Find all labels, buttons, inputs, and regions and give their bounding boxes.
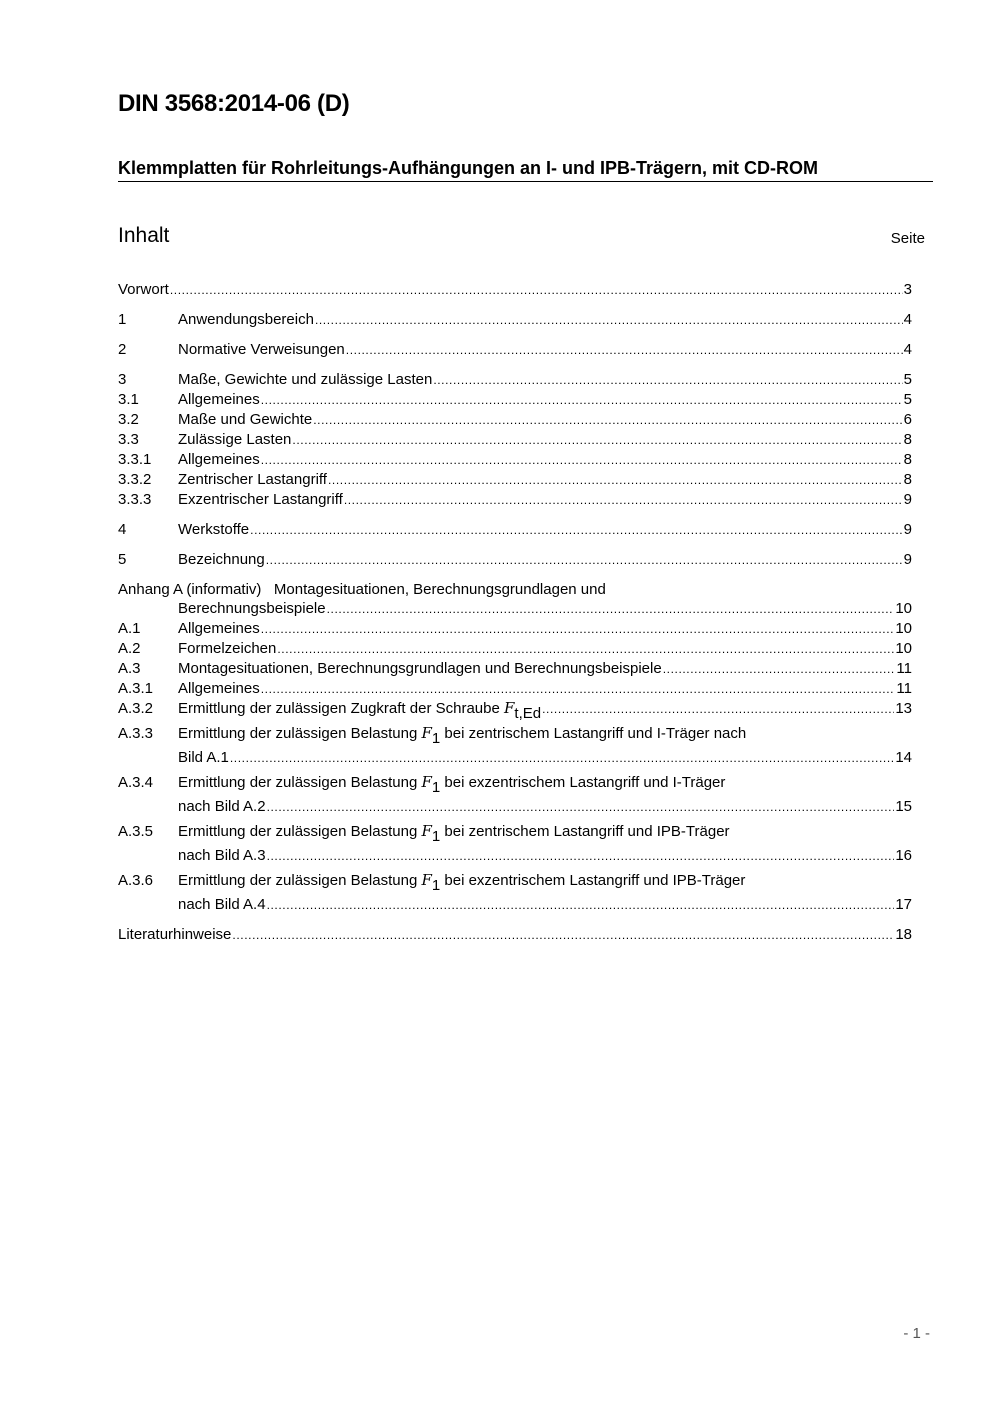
toc-heading: Inhalt [118, 224, 170, 247]
toc-entry-text: Allgemeines [178, 680, 260, 697]
toc-entry-number: 3.1 [118, 391, 139, 408]
page-number: - 1 - [903, 1325, 930, 1342]
toc-entry-text: Literaturhinweise [118, 926, 232, 943]
toc-entry-page: 16 [895, 847, 912, 864]
toc-entry-3[interactable] [118, 370, 912, 390]
toc-entry-number: A.3.4 [118, 774, 154, 791]
document-title: DIN 3568:2014-06 (D) [118, 90, 350, 117]
toc-entry-text: Ermittlung der zulässigen Belastung [178, 823, 418, 840]
toc-entry-number: A.3.3 [118, 725, 154, 742]
toc-entry-number: A.3.1 [118, 680, 154, 697]
toc-entry-number: 3.3 [118, 431, 139, 448]
toc-page-label: Seite [890, 230, 925, 247]
toc-entry-text: Allgemeines [178, 620, 260, 637]
toc-entry-page: 4 [903, 311, 912, 328]
toc-entry-text-after: bei zentrischem Lastangriff und IPB-Träger [444, 823, 730, 840]
toc-entry-text-continued: nach Bild A.4 [178, 896, 266, 913]
toc-entry-page: 3 [903, 281, 912, 298]
formula-symbol: F [421, 822, 432, 840]
formula-subscript: 1 [431, 730, 441, 747]
toc-entry-number: 5 [118, 551, 127, 568]
toc-entry-text: Bezeichnung [178, 551, 265, 568]
toc-entry-number: A.3.2 [118, 700, 154, 717]
toc-entry-page: 9 [903, 521, 912, 538]
toc-entry-text: Zentrischer Lastangriff [178, 471, 327, 488]
toc-entry-text-after: bei zentrischem Lastangriff und I-Träger nach [444, 725, 747, 742]
toc-entry-number: 2 [118, 341, 127, 358]
toc-entry-page: 13 [895, 700, 912, 717]
toc-entry-a-3-5[interactable] [118, 822, 912, 866]
toc-entry-number: 1 [118, 311, 127, 328]
toc-entry-a-3-1[interactable] [118, 679, 912, 699]
toc-entry-page: 9 [903, 491, 912, 508]
toc-entry-page: 5 [903, 371, 912, 388]
toc-entry-page: 11 [896, 680, 912, 697]
toc-entry-text: Vorwort [118, 281, 169, 298]
toc-entry-text-after: bei exzentrischem Lastangriff und IPB-Träger [444, 872, 746, 889]
toc-entry-text-after: bei exzentrischem Lastangriff und I-Träger [444, 774, 726, 791]
toc-entry-a-3-6[interactable] [118, 871, 912, 915]
toc-entry-number: 3.3.1 [118, 451, 152, 468]
toc-entry-3-3-1[interactable] [118, 450, 912, 470]
toc-entry-a-3-3[interactable] [118, 724, 912, 768]
toc-entry-page: 9 [903, 551, 912, 568]
toc-entry-vorwort[interactable] [118, 280, 912, 300]
toc-entry-text-continued: Bild A.1 [178, 749, 229, 766]
toc-entry-text: Ermittlung der zulässigen Belastung [178, 872, 418, 889]
toc-entry-page: 10 [895, 600, 912, 617]
toc-entry-text: Maße und Gewichte [178, 411, 313, 428]
toc-entry-text: Maße, Gewichte und zulässige Lasten [178, 371, 433, 388]
toc-entry-text: Ermittlung der zulässigen Belastung [178, 725, 418, 742]
toc-entry-3-2[interactable] [118, 410, 912, 430]
toc-entry-page: 14 [895, 749, 912, 766]
toc-entry-a-1[interactable] [118, 619, 912, 639]
formula-symbol: F [421, 724, 432, 742]
toc-entry-5[interactable] [118, 550, 912, 570]
toc-entry-page: 8 [903, 471, 912, 488]
toc-entry-page: 10 [895, 640, 912, 657]
toc-entry-text: Formelzeichen [178, 640, 277, 657]
toc-entry-a-3-2[interactable] [118, 699, 912, 722]
toc-entry-a-2[interactable] [118, 639, 912, 659]
toc-entry-page: 4 [903, 341, 912, 358]
toc-entry-number: A.3.6 [118, 872, 154, 889]
toc-entry-text: Allgemeines [178, 451, 260, 468]
toc-entry-text-continued: nach Bild A.3 [178, 847, 266, 864]
formula-symbol: F [421, 871, 432, 889]
toc-entry-text: Ermittlung der zulässigen Belastung [178, 774, 418, 791]
toc-entry-1[interactable] [118, 310, 912, 330]
toc-entry-text: Zulässige Lasten [178, 431, 292, 448]
toc-entry-text: Allgemeines [178, 391, 260, 408]
toc-entry-a-3-4[interactable] [118, 773, 912, 817]
toc-entry-number: 3.2 [118, 411, 139, 428]
toc-entry-anhang-a[interactable] [118, 580, 912, 619]
toc-entry-text: Normative Verweisungen [178, 341, 345, 358]
toc-entry-4[interactable] [118, 520, 912, 540]
toc-entry-number: A.3.5 [118, 823, 154, 840]
toc-entry-a-3[interactable] [118, 659, 912, 679]
toc-entry-page: 11 [896, 660, 912, 677]
toc-entry-text: Anhang A (informativ) Montagesituationen, Berechnungsgrundlagen und [118, 581, 606, 598]
toc-entry-text: Anwendungsbereich [178, 311, 314, 328]
toc-entry-page: 8 [903, 431, 912, 448]
toc-entry-page: 15 [895, 798, 912, 815]
toc-entry-number: A.1 [118, 620, 141, 637]
toc-entry-3-3-3[interactable] [118, 490, 912, 510]
toc-entry-text: Ermittlung der zulässigen Zugkraft der Schraube [178, 700, 500, 717]
toc-entry-text: Montagesituationen, Berechnungsgrundlagen und Berechnungsbeispiele [178, 660, 662, 677]
formula-symbol: F [504, 699, 515, 717]
toc-entry-text-continued: nach Bild A.2 [178, 798, 266, 815]
toc-entry-number: A.3 [118, 660, 141, 677]
formula-subscript: 1 [431, 779, 441, 796]
toc-entry-page: 17 [895, 896, 912, 913]
toc-entry-page: 8 [903, 451, 912, 468]
toc-entry-page: 5 [903, 391, 912, 408]
toc-entry-3-1[interactable] [118, 390, 912, 410]
formula-subscript: 1 [431, 828, 441, 845]
toc-entry-text: Exzentrischer Lastangriff [178, 491, 343, 508]
toc-entry-number: A.2 [118, 640, 141, 657]
toc-entry-page: 6 [903, 411, 912, 428]
toc-entry-number: 4 [118, 521, 127, 538]
toc-entry-text-continued: Berechnungsbeispiele [178, 600, 326, 617]
toc-entry-2[interactable] [118, 340, 912, 360]
formula-symbol: F [421, 773, 432, 791]
toc-entry-number: 3.3.2 [118, 471, 152, 488]
toc-entry-text: Werkstoffe [178, 521, 250, 538]
table-of-contents [118, 280, 912, 945]
toc-entry-number: 3.3.3 [118, 491, 152, 508]
formula-subscript: t,Ed [514, 705, 542, 722]
toc-entry-3-3-2[interactable] [118, 470, 912, 490]
toc-entry-literaturhinweise[interactable] [118, 925, 912, 945]
document-subtitle: Klemmplatten für Rohrleitungs-Aufhängungen an I- und IPB-Trägern, mit CD-ROM [118, 158, 933, 182]
formula-subscript: 1 [431, 877, 441, 894]
toc-entry-page: 18 [895, 926, 912, 943]
toc-entry-3-3[interactable] [118, 430, 912, 450]
toc-entry-number: 3 [118, 371, 127, 388]
toc-entry-page: 10 [895, 620, 912, 637]
